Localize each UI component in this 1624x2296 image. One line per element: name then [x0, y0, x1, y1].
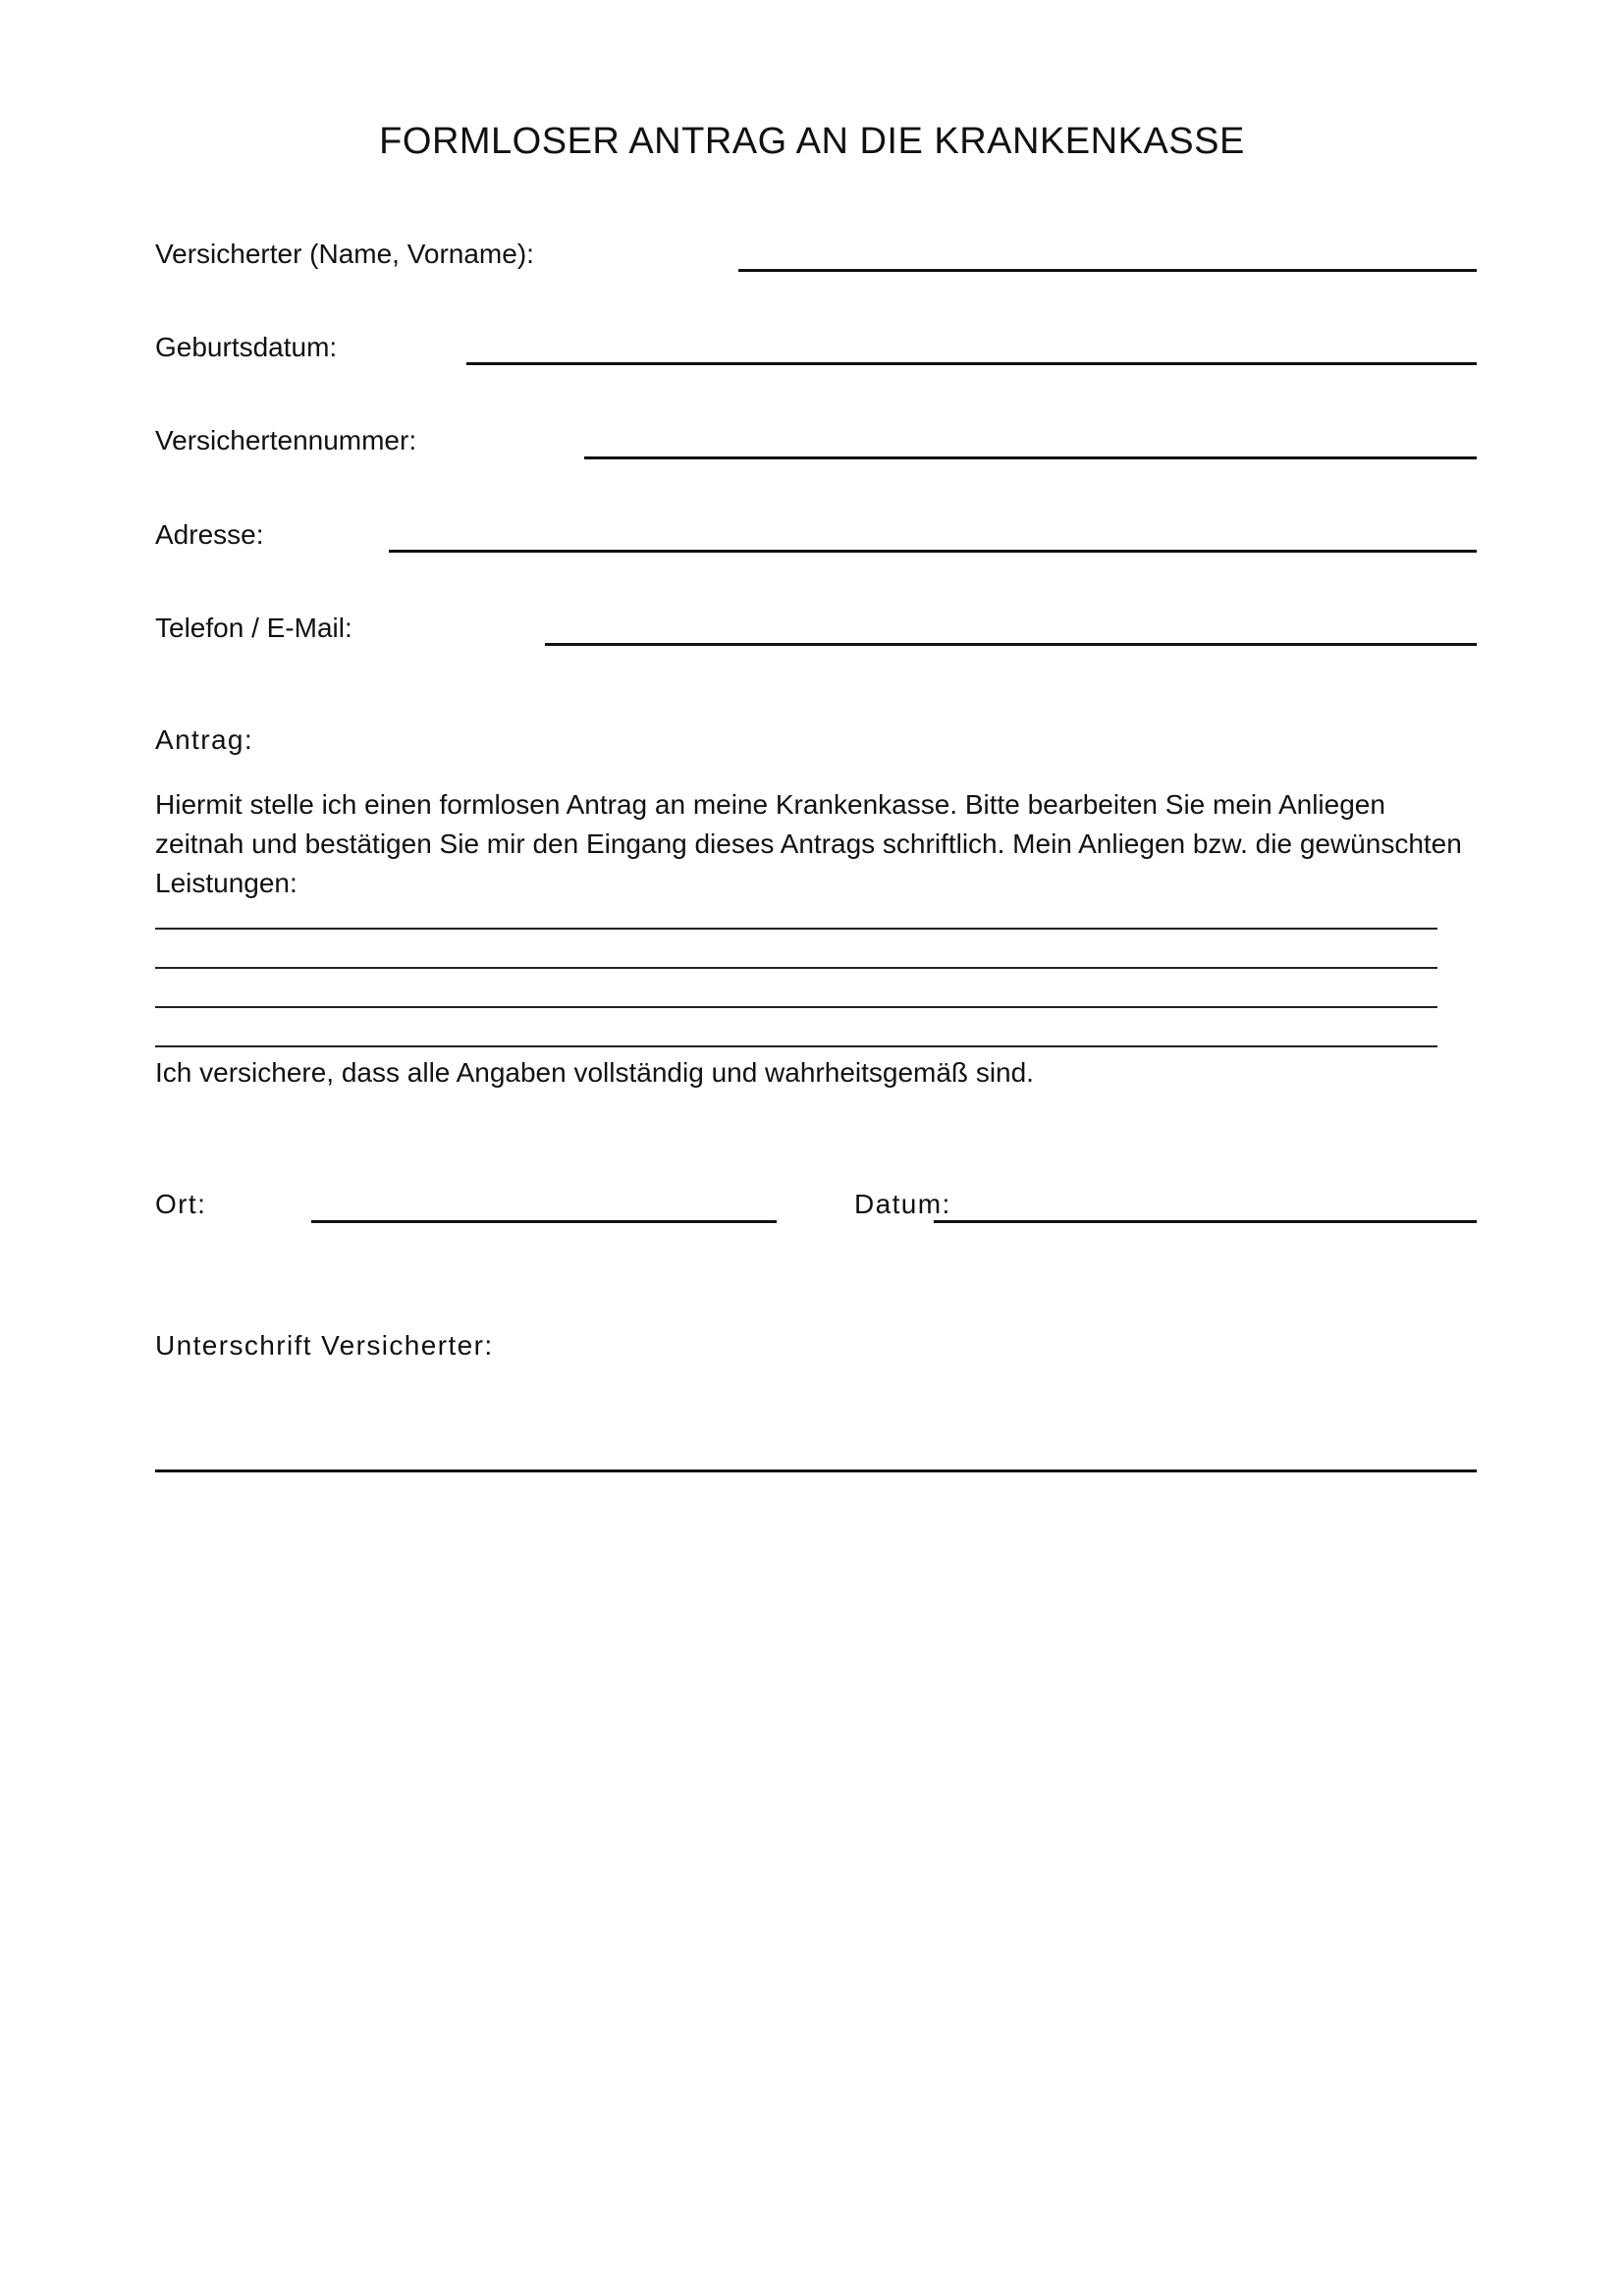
place-field[interactable] [311, 1220, 777, 1223]
insured-name-field[interactable] [738, 269, 1477, 272]
request-paragraph [155, 785, 1490, 903]
form-title: FORMLOSER ANTRAG AN DIE KRANKENKASSE [379, 121, 1245, 162]
address-field[interactable] [389, 550, 1477, 553]
birthdate-field[interactable] [466, 362, 1477, 365]
signature-label: Unterschrift Versicherter: [155, 1330, 494, 1361]
insured-name-label: Versicherter (Name, Vorname): [155, 239, 534, 269]
declaration-text: Ich versichere, dass alle Angaben vollständig und wahrheitsgemäß sind. [155, 1057, 1034, 1088]
request-writing-line[interactable] [155, 967, 1437, 969]
date-field[interactable] [934, 1220, 1477, 1223]
request-paragraph-line: Hiermit stelle ich einen formlosen Antrag an meine Krankenkasse. Bitte bearbeiten Sie mein Anliegen [155, 789, 1385, 820]
place-label: Ort: [155, 1189, 207, 1219]
signature-field[interactable] [155, 1469, 1477, 1472]
contact-field[interactable] [545, 643, 1477, 646]
request-paragraph-line: zeitnah und bestätigen Sie mir den Eingang dieses Antrags schriftlich. Mein Anliegen bzw. die gewünschten [155, 828, 1462, 859]
request-writing-line[interactable] [155, 1045, 1437, 1047]
request-writing-line[interactable] [155, 928, 1437, 930]
insurance-number-field[interactable] [584, 456, 1477, 459]
birthdate-label: Geburtsdatum: [155, 332, 338, 362]
contact-label: Telefon / E-Mail: [155, 613, 352, 643]
address-label: Adresse: [155, 519, 264, 550]
request-paragraph-line: Leistungen: [155, 868, 298, 898]
date-label: Datum: [854, 1189, 951, 1219]
request-writing-line[interactable] [155, 1006, 1437, 1008]
request-heading: Antrag: [155, 724, 254, 755]
insurance-number-label: Versichertennummer: [155, 425, 417, 455]
